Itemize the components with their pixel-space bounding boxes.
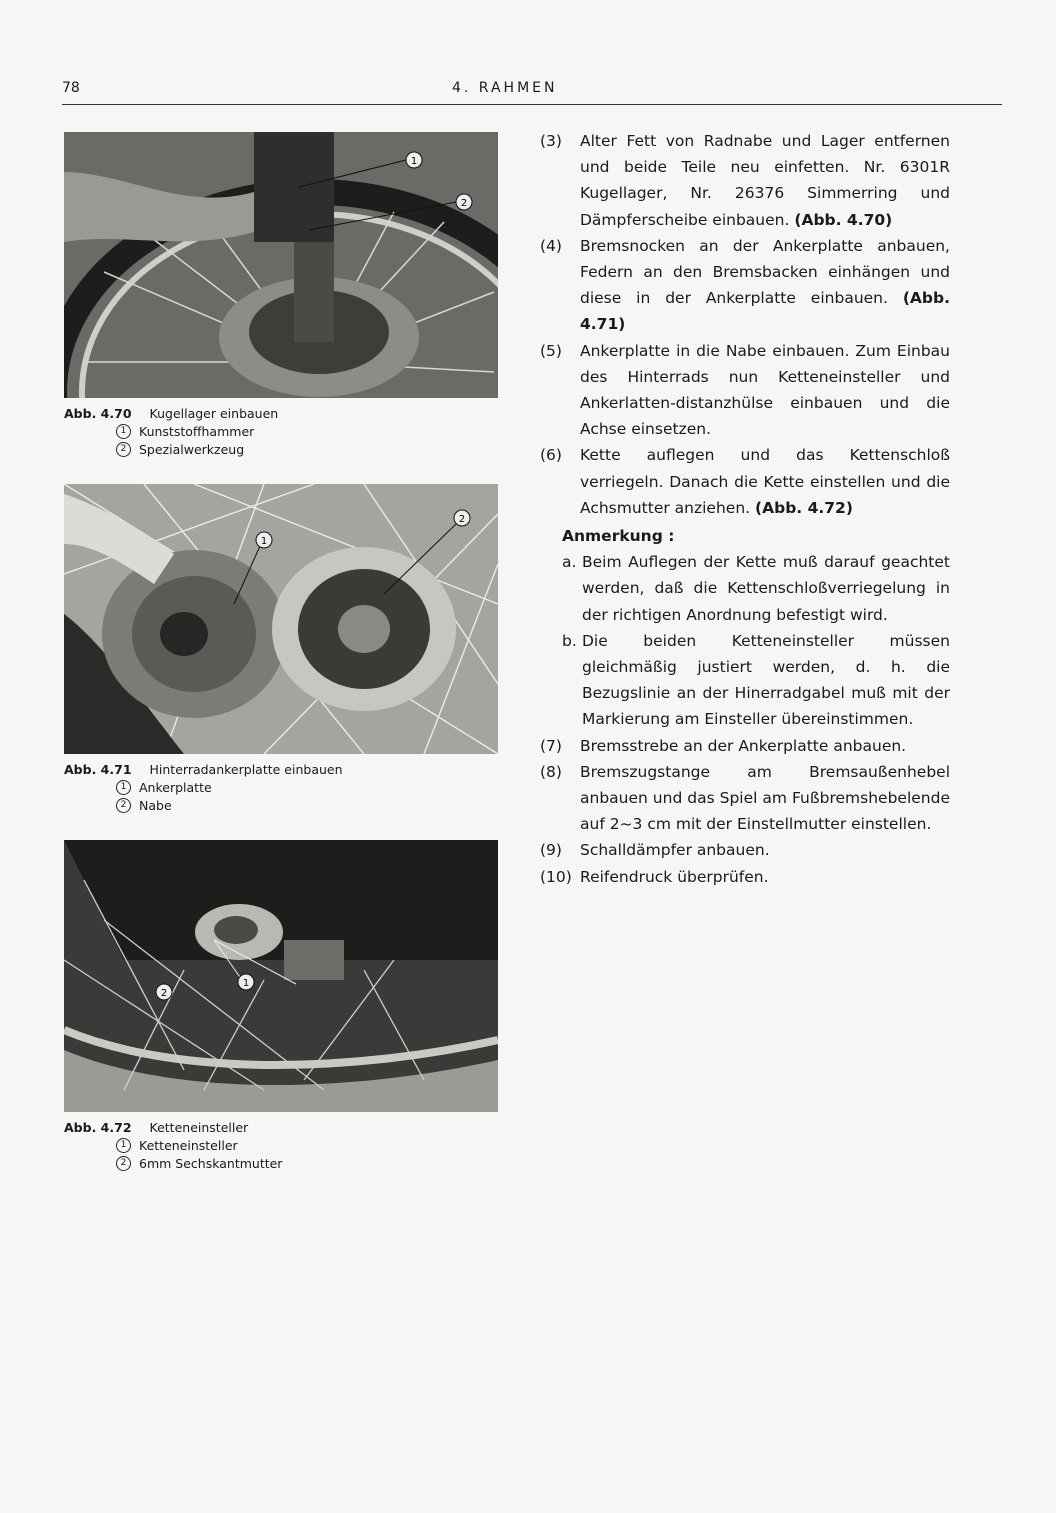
running-title: 4. RAHMEN [452,80,558,96]
step-text: Bremsstrebe an der Ankerplatte anbauen. [580,736,907,755]
legend-marker: 1 [116,780,131,795]
legend-label: Spezialwerkzeug [139,442,245,457]
legend-label: Ketteneinsteller [139,1138,238,1153]
step-index: (6) [540,446,562,465]
figure-reference: (Abb. 4.71) [580,289,950,334]
figure-4-72-title: Ketteneinsteller [149,1120,249,1135]
step-index: (4) [540,236,562,255]
step-7 [540,733,950,759]
figure-4-70 [64,132,498,457]
step-text: Bremszugstange am Bremsaußenhebel anbauen und das Spiel am Fußbremshebelende auf 2~3 cm mit der Einstellmutter einstellen. [580,762,950,834]
note-text: Beim Auflegen der Kette muß darauf geachtet werden, daß die Kettenschloßverriegelung in der richtigen Anordnung befestigt wird. [582,553,950,624]
step-10 [540,864,950,890]
step-text: Reifendruck überprüfen. [580,867,769,886]
figure-4-71 [64,484,498,813]
figure-4-70-title: Kugellager einbauen [149,406,279,421]
figure-4-71-photo [64,484,498,754]
step-4 [540,233,950,338]
note-item-b [562,628,950,733]
legend-label: Nabe [139,798,172,813]
note-index: a. [562,553,577,572]
legend-label: 6mm Sechskantmutter [139,1156,283,1171]
step-index: (3) [540,132,562,150]
step-index: (8) [540,762,562,781]
step-index: (10) [540,867,572,886]
svg-text:1: 1 [410,156,418,167]
note-heading: Anmerkung : [562,527,675,546]
step-index: (7) [540,736,562,755]
legend-label: Kunststoffhammer [139,424,255,439]
figure-4-72-number: Abb. 4.72 [64,1120,132,1135]
step-index: (9) [540,841,562,860]
header-rule [62,104,1002,105]
step-6 [540,442,950,521]
svg-text:2: 2 [460,198,468,209]
legend-marker: 2 [116,1156,131,1171]
svg-text:2: 2 [160,988,168,999]
step-8 [540,759,950,838]
figure-reference: (Abb. 4.72) [755,498,853,517]
note-text: Die beiden Ketteneinsteller müssen gleichmäßig justiert werden, d. h. die Bezugslinie an der Hinerradgabel muß mit der Markierung am Einsteller übereinstimmen. [582,631,950,729]
legend-marker: 1 [116,1138,131,1153]
figure-4-72-photo [64,840,498,1112]
figure-4-72 [64,840,498,1171]
note-index: b. [562,631,577,650]
figure-4-70-photo [64,132,498,398]
step-text: Alter Fett von Radnabe und Lager entfernen und beide Teile neu einfetten. Nr. 6301R Kugellager, Nr. 26376 Simmerring und Dämpferscheibe einbauen. [580,132,950,229]
step-9 [540,837,950,863]
svg-text:2: 2 [458,514,466,525]
legend-marker: 2 [116,798,131,813]
instruction-column [540,128,950,890]
step-3 [540,128,950,233]
step-text: Kette auflegen und das Kettenschloß verriegeln. Danach die Kette einstellen und die Achsmutter anziehen. [580,446,950,517]
legend-marker: 2 [116,442,131,457]
figure-4-71-number: Abb. 4.71 [64,762,132,777]
svg-text:1: 1 [242,978,250,989]
page-number: 78 [62,80,80,96]
figure-4-71-title: Hinterradankerplatte einbauen [149,762,343,777]
step-text: Schalldämpfer anbauen. [580,841,770,860]
step-text: Ankerplatte in die Nabe einbauen. Zum Einbau des Hinterrads nun Ketteneinsteller und Ankerlatten-distanzhülse einbauen und die Achse einsetzen. [580,341,950,439]
legend-label: Ankerplatte [139,780,212,795]
note-item-a [562,549,950,628]
figure-4-70-number: Abb. 4.70 [64,406,132,421]
step-index: (5) [540,341,562,360]
step-text: Bremsnocken an der Ankerplatte anbauen, Federn an den Bremsbacken einhängen und diese in der Ankerplatte einbauen. [580,236,950,308]
figure-reference: (Abb. 4.70) [794,210,893,229]
step-5 [540,338,950,443]
svg-text:1: 1 [260,536,268,547]
legend-marker: 1 [116,424,131,439]
